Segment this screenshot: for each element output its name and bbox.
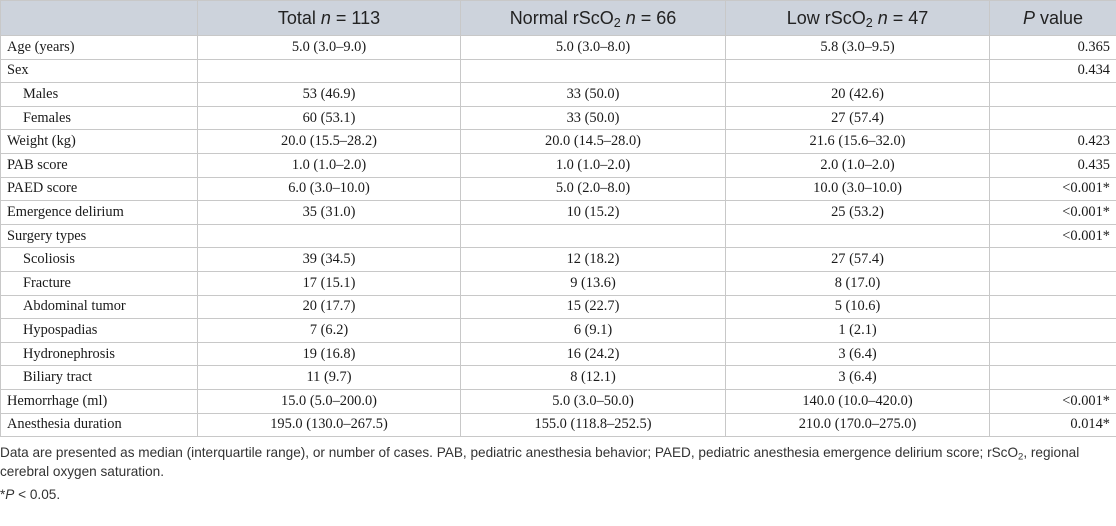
row-label: Hydronephrosis bbox=[1, 342, 198, 366]
cell-total bbox=[198, 224, 461, 248]
cell-p-value: 0.435 bbox=[990, 153, 1116, 177]
row-label: Anesthesia duration bbox=[1, 413, 198, 437]
table-row bbox=[1, 366, 1116, 390]
cell-low-rsco2: 27 (57.4) bbox=[726, 106, 990, 130]
cell-normal-rsco2: 9 (13.6) bbox=[461, 271, 726, 295]
cell-normal-rsco2: 155.0 (118.8–252.5) bbox=[461, 413, 726, 437]
row-label: PAED score bbox=[1, 177, 198, 201]
cell-total: 39 (34.5) bbox=[198, 248, 461, 272]
cell-total bbox=[198, 59, 461, 83]
table-row bbox=[1, 153, 1116, 177]
header-p-value: P value bbox=[990, 1, 1116, 36]
row-label: Weight (kg) bbox=[1, 130, 198, 154]
row-label: Scoliosis bbox=[1, 248, 198, 272]
row-label: Hypospadias bbox=[1, 319, 198, 343]
cell-total: 7 (6.2) bbox=[198, 319, 461, 343]
table-row bbox=[1, 106, 1116, 130]
cell-low-rsco2: 3 (6.4) bbox=[726, 366, 990, 390]
cell-total: 15.0 (5.0–200.0) bbox=[198, 389, 461, 413]
table-row bbox=[1, 295, 1116, 319]
table-row bbox=[1, 342, 1116, 366]
cell-p-value bbox=[990, 366, 1116, 390]
cell-low-rsco2: 21.6 (15.6–32.0) bbox=[726, 130, 990, 154]
cell-normal-rsco2: 6 (9.1) bbox=[461, 319, 726, 343]
cell-normal-rsco2: 8 (12.1) bbox=[461, 366, 726, 390]
header-total: Total n = 113 bbox=[198, 1, 461, 36]
cell-low-rsco2: 140.0 (10.0–420.0) bbox=[726, 389, 990, 413]
footnote-significance: *P < 0.05. bbox=[0, 487, 61, 503]
cell-p-value: <0.001* bbox=[990, 201, 1116, 225]
cell-low-rsco2 bbox=[726, 59, 990, 83]
cell-normal-rsco2: 10 (15.2) bbox=[461, 201, 726, 225]
header-normal-rsco2: Normal rScO$_2$ n = 66 bbox=[461, 1, 726, 36]
table-row bbox=[1, 319, 1116, 343]
header-row bbox=[1, 1, 1116, 36]
table-row bbox=[1, 59, 1116, 83]
row-label: Sex bbox=[1, 59, 198, 83]
table-row bbox=[1, 271, 1116, 295]
cell-normal-rsco2: 33 (50.0) bbox=[461, 106, 726, 130]
cell-low-rsco2: 1 (2.1) bbox=[726, 319, 990, 343]
cell-p-value: 0.365 bbox=[990, 36, 1116, 60]
cell-low-rsco2: 25 (53.2) bbox=[726, 201, 990, 225]
row-label: PAB score bbox=[1, 153, 198, 177]
cell-p-value bbox=[990, 342, 1116, 366]
table-row bbox=[1, 389, 1116, 413]
cell-p-value: 0.423 bbox=[990, 130, 1116, 154]
cell-normal-rsco2 bbox=[461, 224, 726, 248]
cell-normal-rsco2: 5.0 (3.0–8.0) bbox=[461, 36, 726, 60]
row-label: Abdominal tumor bbox=[1, 295, 198, 319]
header-variable bbox=[1, 1, 198, 36]
cell-low-rsco2: 5 (10.6) bbox=[726, 295, 990, 319]
cell-low-rsco2: 27 (57.4) bbox=[726, 248, 990, 272]
row-label: Biliary tract bbox=[1, 366, 198, 390]
cell-p-value: <0.001* bbox=[990, 224, 1116, 248]
cell-normal-rsco2: 12 (18.2) bbox=[461, 248, 726, 272]
row-label: Females bbox=[1, 106, 198, 130]
cell-total: 11 (9.7) bbox=[198, 366, 461, 390]
cell-low-rsco2: 10.0 (3.0–10.0) bbox=[726, 177, 990, 201]
table-row bbox=[1, 36, 1116, 60]
cell-p-value bbox=[990, 83, 1116, 107]
cell-normal-rsco2: 5.0 (2.0–8.0) bbox=[461, 177, 726, 201]
cell-p-value bbox=[990, 295, 1116, 319]
row-label: Age (years) bbox=[1, 36, 198, 60]
row-label: Males bbox=[1, 83, 198, 107]
cell-low-rsco2: 20 (42.6) bbox=[726, 83, 990, 107]
cell-normal-rsco2: 33 (50.0) bbox=[461, 83, 726, 107]
cell-p-value: <0.001* bbox=[990, 177, 1116, 201]
cell-low-rsco2: 5.8 (3.0–9.5) bbox=[726, 36, 990, 60]
cell-p-value bbox=[990, 271, 1116, 295]
cell-normal-rsco2: 15 (22.7) bbox=[461, 295, 726, 319]
cell-total: 35 (31.0) bbox=[198, 201, 461, 225]
cell-total: 17 (15.1) bbox=[198, 271, 461, 295]
footnote-definitions: Data are presented as median (interquartile range), or number of cases. PAB, pediatric anesthesia behavior; PAED, pediatric anesthesia emergence delirium score; rScO$_2$, regional cerebral oxygen saturation. bbox=[0, 445, 1080, 480]
cell-low-rsco2 bbox=[726, 224, 990, 248]
cell-p-value: 0.434 bbox=[990, 59, 1116, 83]
cell-total: 20.0 (15.5–28.2) bbox=[198, 130, 461, 154]
cell-low-rsco2: 8 (17.0) bbox=[726, 271, 990, 295]
cell-normal-rsco2 bbox=[461, 59, 726, 83]
header-low-rsco2: Low rScO$_2$ n = 47 bbox=[726, 1, 990, 36]
table-row bbox=[1, 224, 1116, 248]
cell-normal-rsco2: 20.0 (14.5–28.0) bbox=[461, 130, 726, 154]
cell-total: 5.0 (3.0–9.0) bbox=[198, 36, 461, 60]
table-row bbox=[1, 248, 1116, 272]
cell-p-value bbox=[990, 248, 1116, 272]
cell-p-value bbox=[990, 319, 1116, 343]
table-row bbox=[1, 413, 1116, 437]
cell-normal-rsco2: 1.0 (1.0–2.0) bbox=[461, 153, 726, 177]
cell-total: 60 (53.1) bbox=[198, 106, 461, 130]
cell-total: 6.0 (3.0–10.0) bbox=[198, 177, 461, 201]
row-label: Emergence delirium bbox=[1, 201, 198, 225]
cell-total: 53 (46.9) bbox=[198, 83, 461, 107]
cell-normal-rsco2: 5.0 (3.0–50.0) bbox=[461, 389, 726, 413]
cell-p-value: <0.001* bbox=[990, 389, 1116, 413]
cell-total: 195.0 (130.0–267.5) bbox=[198, 413, 461, 437]
cell-low-rsco2: 2.0 (1.0–2.0) bbox=[726, 153, 990, 177]
cell-total: 20 (17.7) bbox=[198, 295, 461, 319]
table-row bbox=[1, 177, 1116, 201]
row-label: Hemorrhage (ml) bbox=[1, 389, 198, 413]
cell-low-rsco2: 210.0 (170.0–275.0) bbox=[726, 413, 990, 437]
row-label: Fracture bbox=[1, 271, 198, 295]
table-footnote bbox=[0, 443, 1116, 504]
table-row bbox=[1, 201, 1116, 225]
table-row bbox=[1, 130, 1116, 154]
cell-normal-rsco2: 16 (24.2) bbox=[461, 342, 726, 366]
table-body bbox=[1, 36, 1116, 437]
cell-total: 19 (16.8) bbox=[198, 342, 461, 366]
table-row bbox=[1, 83, 1116, 107]
row-label: Surgery types bbox=[1, 224, 198, 248]
cell-p-value: 0.014* bbox=[990, 413, 1116, 437]
cell-total: 1.0 (1.0–2.0) bbox=[198, 153, 461, 177]
cell-p-value bbox=[990, 106, 1116, 130]
cell-low-rsco2: 3 (6.4) bbox=[726, 342, 990, 366]
